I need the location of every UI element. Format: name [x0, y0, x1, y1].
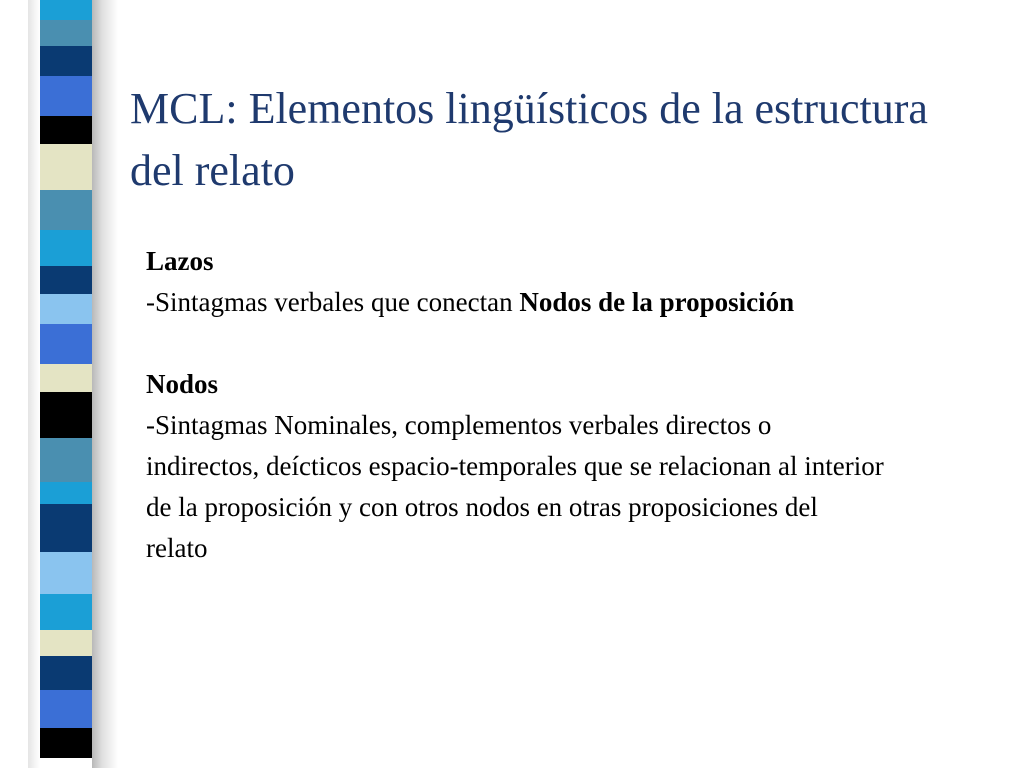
slide-title: MCL: Elementos lingüísticos de la estructura del relato [130, 84, 928, 195]
stripe-block [40, 364, 92, 392]
stripe-block [40, 144, 92, 190]
stripe-block [40, 76, 92, 116]
slide-body [146, 241, 886, 569]
section-text-lazos-bold: Nodos de la proposición [519, 287, 795, 317]
stripe-block [40, 728, 92, 758]
stripe-block [40, 324, 92, 364]
decorative-stripe-column [40, 0, 92, 768]
stripe-block [40, 656, 92, 690]
stripe-block [40, 482, 92, 504]
section-heading-nodos: Nodos [146, 369, 219, 399]
section-text-lazos [146, 282, 886, 323]
stripe-block [40, 392, 92, 438]
stripe-block [40, 230, 92, 266]
stripe-block [40, 116, 92, 144]
stripe-shadow-right [92, 0, 118, 768]
stripe-block [40, 690, 92, 728]
section-text-lazos-prefix: -Sintagmas verbales que conectan [146, 287, 520, 317]
stripe-block [40, 504, 92, 552]
stripe-block [40, 0, 92, 20]
stripe-block [40, 594, 92, 630]
stripe-block [40, 20, 92, 46]
section-text-nodos: -Sintagmas Nominales, complementos verbales directos o indirectos, deícticos espacio-temporales que se relacionan al interior de la proposición y con otros nodos en otras proposiciones del relato [146, 410, 884, 563]
stripe-block [40, 266, 92, 294]
stripe-block [40, 294, 92, 324]
stripe-shadow-left [28, 0, 40, 768]
stripe-block [40, 630, 92, 656]
stripe-block [40, 438, 92, 482]
stripe-block [40, 552, 92, 594]
stripe-block [40, 190, 92, 230]
section-heading-lazos: Lazos [146, 246, 214, 276]
section-spacer [146, 323, 886, 364]
stripe-block [40, 46, 92, 76]
